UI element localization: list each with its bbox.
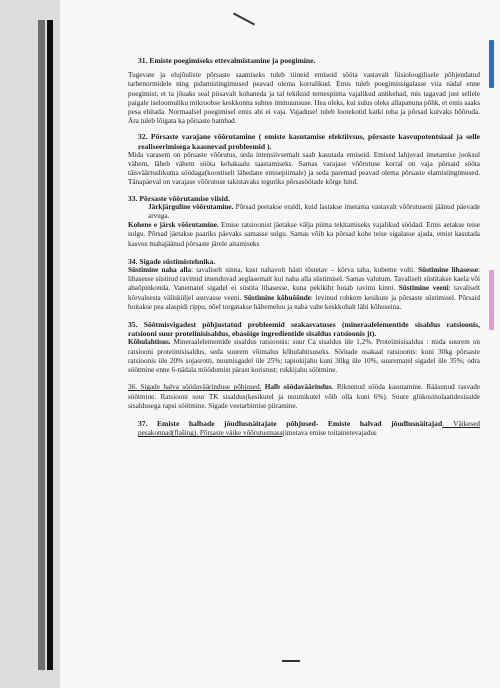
intravenous-label: Süstimine veeni (398, 284, 449, 293)
abrupt-weaning-label: Kohene e järsk võõrutamine. (128, 221, 219, 230)
index-tab-blue (489, 40, 494, 88)
section-32 (128, 132, 480, 187)
subcutaneous-label: Süstimine naha alla (128, 266, 192, 275)
gradual-weaning-text: Põrsad peetakse eraldi, kuid lastakse imetama vastavalt võõrutuseni jäänud päevade arvuga. (148, 202, 480, 221)
section-36-text: . Riknenud sööda kasutamine. Rääsunud rasvade söötmine. Ratsiooni suur TK sisaldus(kesikutel ja nuumikutel võib olla kuni 6%). Suure glükosinolaatidesisalde sisaldusega rapsi söötmine. Sigade veetarbimise piiramine. (128, 383, 481, 410)
section-37-body (128, 419, 480, 438)
section-34 (128, 257, 480, 312)
section-31-heading: 31. Emiste poegimiseks ettevalmistamine ja poegimine. (138, 56, 316, 65)
intraperitoneal-text: : levinud rohkem kesikute ja põrsaste süstimisel. Põrsaid hoitakse pea alaspidi rippu, nõel torgatakse häbemeluu ja naba vahe keskkohalt läbi kõhuseina. (128, 293, 481, 311)
section-32-body: Mida varasem on põrsaste võõrutus, seda intensiivsemalt saab kasutada emiseid. Emised lahjuvad imetamise jooksul vähem, läheb vähem sööta kehakaalu taastamiseks. Samas varajase võõrutuse korral on vaja põrsaid sööta täisväärtuslikuma söödaga(koostiselt lähedane emisepiimale) ja seda paremad peavad olema põrsaste elamistingimused. Tänapäeval on varajase võõrutuse takistavaks teguriks põrsasöötade kõrge hind. (128, 150, 480, 187)
section-33-para-1 (128, 203, 480, 221)
intravenous-text: : tavaliselt kõrvaleesta välisküljel asuvasse veeni. (128, 284, 481, 302)
subcutaneous-text: : tavaliselt sinna, kust nahavolt hästi tõstetav – kõrva taha, kubeme volti. (191, 266, 415, 275)
section-37-heading: 37. Emiste halbade jõudlusnäitajate põhjused- Emiste halvad jõudlusnäitajad (138, 418, 443, 428)
section-37-text-3: (imetava emise toitainetevajadus (282, 429, 377, 438)
section-35-heading: 35. Söötmisvigadest põhjustatud probleemid seakasvatuses (mineraalelementide sisaldus ratsioonis, ratsiooni suur proteiinisisaldus, ebasöige ingredientide sisaldus ratsioonis jt). (128, 320, 480, 339)
intramuscular-text: : lihasesse süstitud ravimid imenduvad aeglasemalt kui naha alla süstimisel. Samas valutum. Tavaliselt süstitakse kaela või abaõpinkonda. Vanematel sigadel ei süstita lihasesse, kuna pekikiht hoiab ravimi kinni. (128, 266, 481, 293)
section-36-body (128, 383, 480, 411)
gradual-weaning-label: Järkjärguline võõrutamine. (148, 202, 234, 211)
index-tab-pink (489, 270, 494, 330)
section-33 (128, 194, 480, 249)
pen-mark (233, 12, 255, 25)
section-36 (128, 383, 480, 411)
abrupt-weaning-text: Emise ratsioonist jäetakse välja piima tekitamiseks vajalikud söödad. Emis aetakse teise sulgu. Põrsad jäetakse paariks päevaks samasse sulgu. Samas võib ka põrsad kohe teise sigalasse ajada, emist kasutada kasvus mahajäänud põrsaste järele aitamiseks (128, 221, 480, 248)
intramuscular-label: Süstimine lihasesse (418, 266, 479, 275)
section-33-heading: 33. Põrsaste võõrutamise viisid. (128, 193, 230, 203)
diarrhea-text: Mineraalelementide sisaldus ratsioonis: suur Ca sisaldus üle 1,2%. Proteiinisisaldus : mida suurem on ratsiooni proteiinisisaldus, seda suurem võimalus kõhulahtisuseks. Söötade osakaal ratsioonis: kuni 30kg põrsaste ratsioonis üle 20% sojasrotti, nuumisgadel üle 25%; tapiokijahu kuni 30kg üle 10%, suurematel sigadel üle 35%; odra söötmine enne 6-nädala möödumist pärast koristust; rukkijahu söötmine. (128, 338, 480, 375)
section-31 (128, 56, 480, 126)
footer-mark (282, 660, 300, 662)
binder-spine (47, 20, 53, 670)
intraperitoneal-label: Süstimine kõhuõõnde (243, 293, 311, 302)
section-33-para-2 (128, 221, 480, 249)
poor-feed-conversion-label: Halb söödaväärindus (264, 383, 332, 392)
section-32-heading: 32. Põrsaste varajane võõrutamine ( emiste kasutamise efektiivsus, põrsaste kasvupotentsiaal ja selle realiseerimisega kaasnevad probleemid ). (138, 132, 480, 151)
section-37-text-2: Põrsaste väike võõrutusmass (199, 429, 283, 438)
document-page (128, 56, 480, 444)
section-34-heading: 34. Sigade süstimistehnika. (128, 256, 216, 266)
section-34-body (128, 266, 480, 312)
binder-edge (38, 20, 45, 670)
section-35-body (128, 338, 480, 375)
section-37-text-1: . Väikesed pesakonnad(flašing). (138, 419, 480, 438)
section-36-heading: 36. Sigade halva söödaväärinduse põhjused. (128, 383, 262, 392)
section-37 (128, 419, 480, 438)
section-35 (128, 320, 480, 375)
diarrhea-label: Kõhulahtisus. (128, 338, 171, 347)
section-31-body: Tugevate ja elujõuliste põrsaste saamiseks tuleb tiineid emiseid sööta vastavalt füsioloogilisele põhjendatud tarbenormidele ning pidamistingimused peavad olema korralikud. Emis tuleb poegimissigalasse viia nädal enne poegimist, et ta jõuaks seal piisavalt kohaneda ja tal tekiksid ternespiima vajalikud antikehad, mis tagavad just sellele paigale iseloomuliku mikroobse keskkonna suhtes immuunsuse. Hea oleks, kui sulus oleks allapanuna põhk, et emis saaks pesa ehitada. Normaalsel poegimisel emis abi ei vaja. Vajaduse! tuleb lootekotid katki teha ja põrsad kuivaks hõõruda. Ära tuleb lõigata ka põrsaste hambad. (128, 71, 480, 126)
